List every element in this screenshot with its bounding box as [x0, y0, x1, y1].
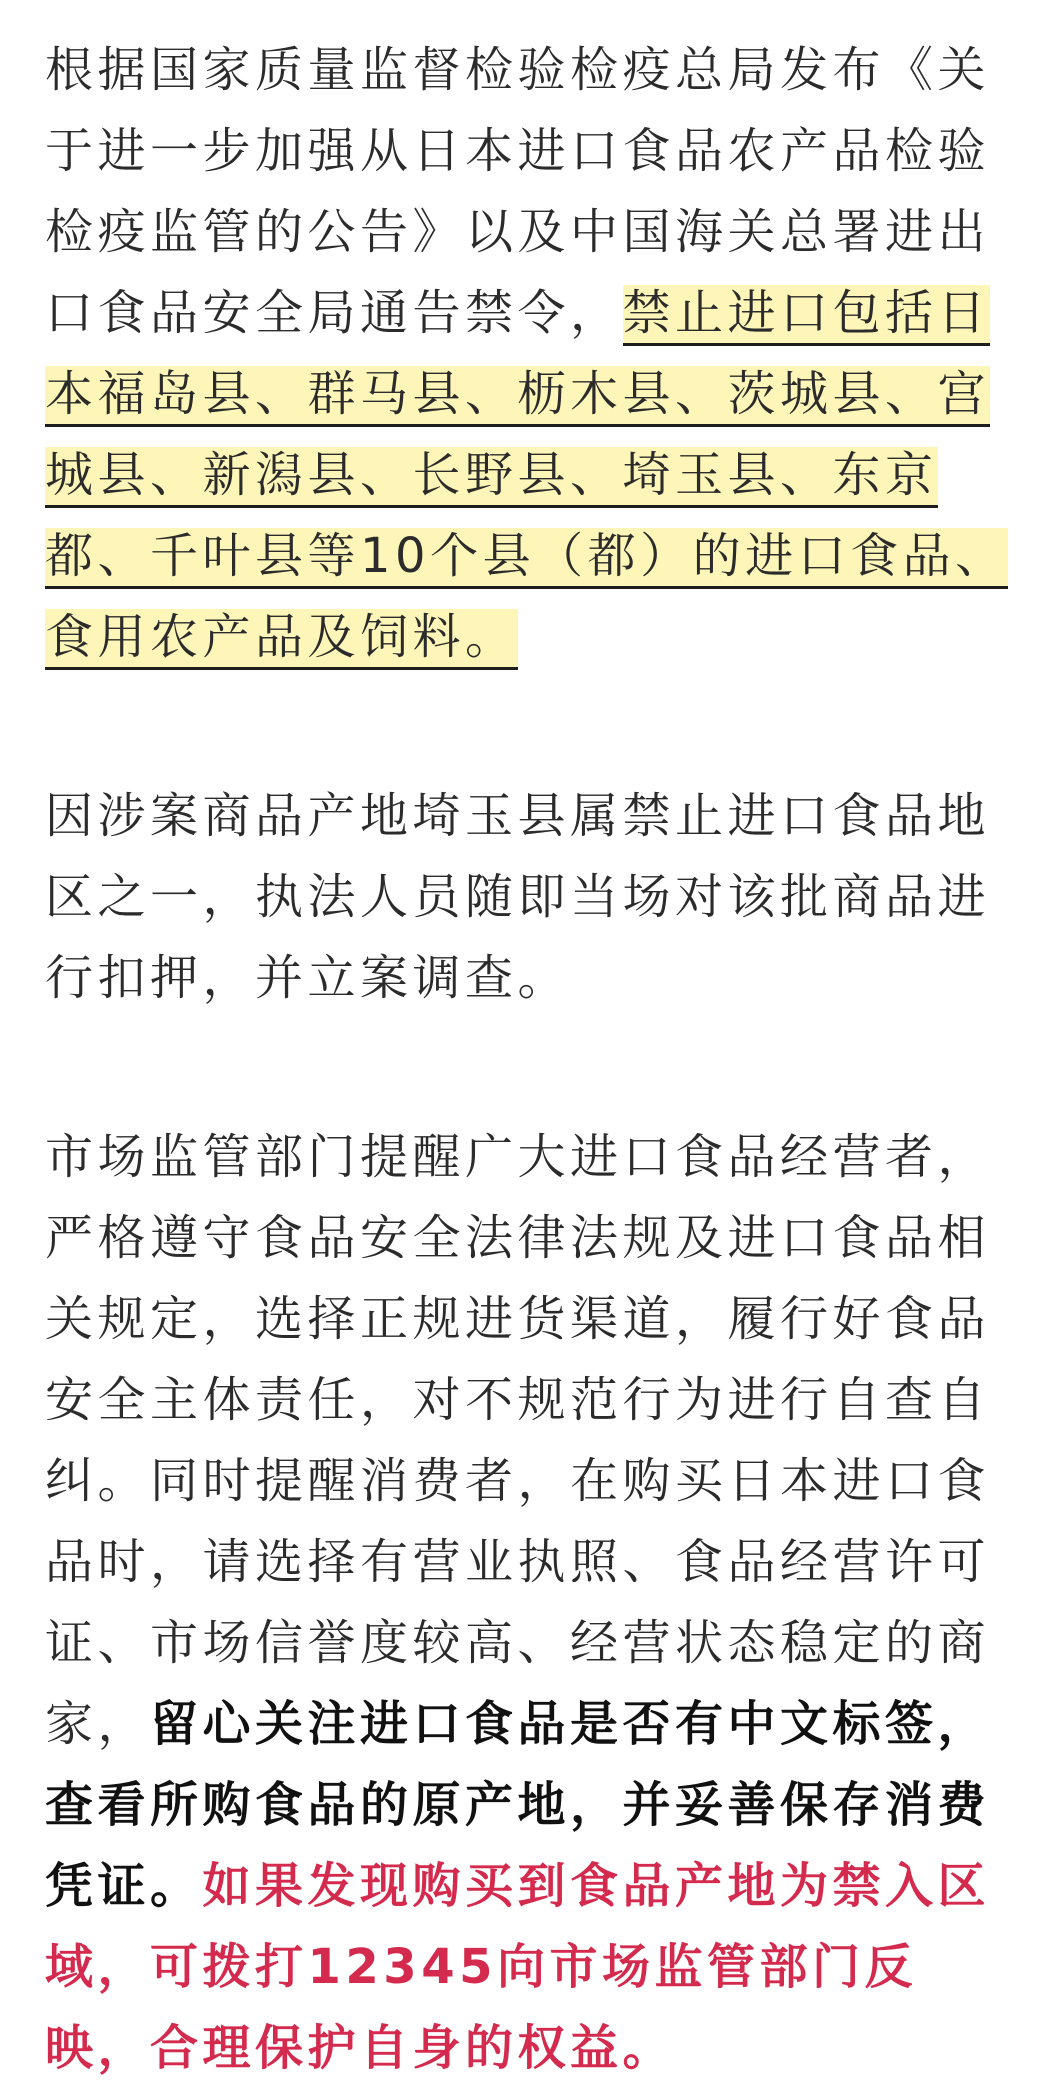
advice-bold-text: 留心关注进口食品是否有中文标签，查看所购食品的原产地，并妥善保存消费凭证。	[45, 1696, 991, 1914]
paragraph-enforcement	[45, 776, 1009, 1019]
ban-notice-text: 根据国家质量监督检验检疫总局发布《关于进一步加强从日本进口食品农产品检验检疫监管的公告》以及中国海关总署进出口食品安全局通告禁令，	[45, 42, 991, 341]
advice-text: 市场监管部门提醒广大进口食品经营者，严格遵守食品安全法律法规及进口食品相关规定，选择正规进货渠道，履行好食品安全主体责任，对不规范行为进行自查自纠。同时提醒消费者，在购买日本进口食品时，请选择有营业执照、食品经营许可证、市场信誉度较高、经营状态稳定的商家，	[45, 1129, 991, 1752]
paragraph-ban-notice	[45, 30, 1009, 678]
enforcement-text: 因涉案商品产地埼玉县属禁止进口食品地区之一，执法人员随即当场对该批商品进行扣押，并立案调查。	[45, 788, 991, 1006]
ban-regions-highlight: 禁止进口包括日本福岛县、群马县、枥木县、茨城县、宫城县、新潟县、长野县、埼玉县、东京都、千叶县等10个县（都）的进口食品、食用农产品及饲料。	[45, 285, 1008, 670]
hotline-warning-text: 如果发现购买到食品产地为禁入区域，可拨打12345向市场监管部门反映，合理保护自身的权益。	[45, 1858, 991, 2076]
paragraph-consumer-advice	[45, 1117, 1009, 2089]
